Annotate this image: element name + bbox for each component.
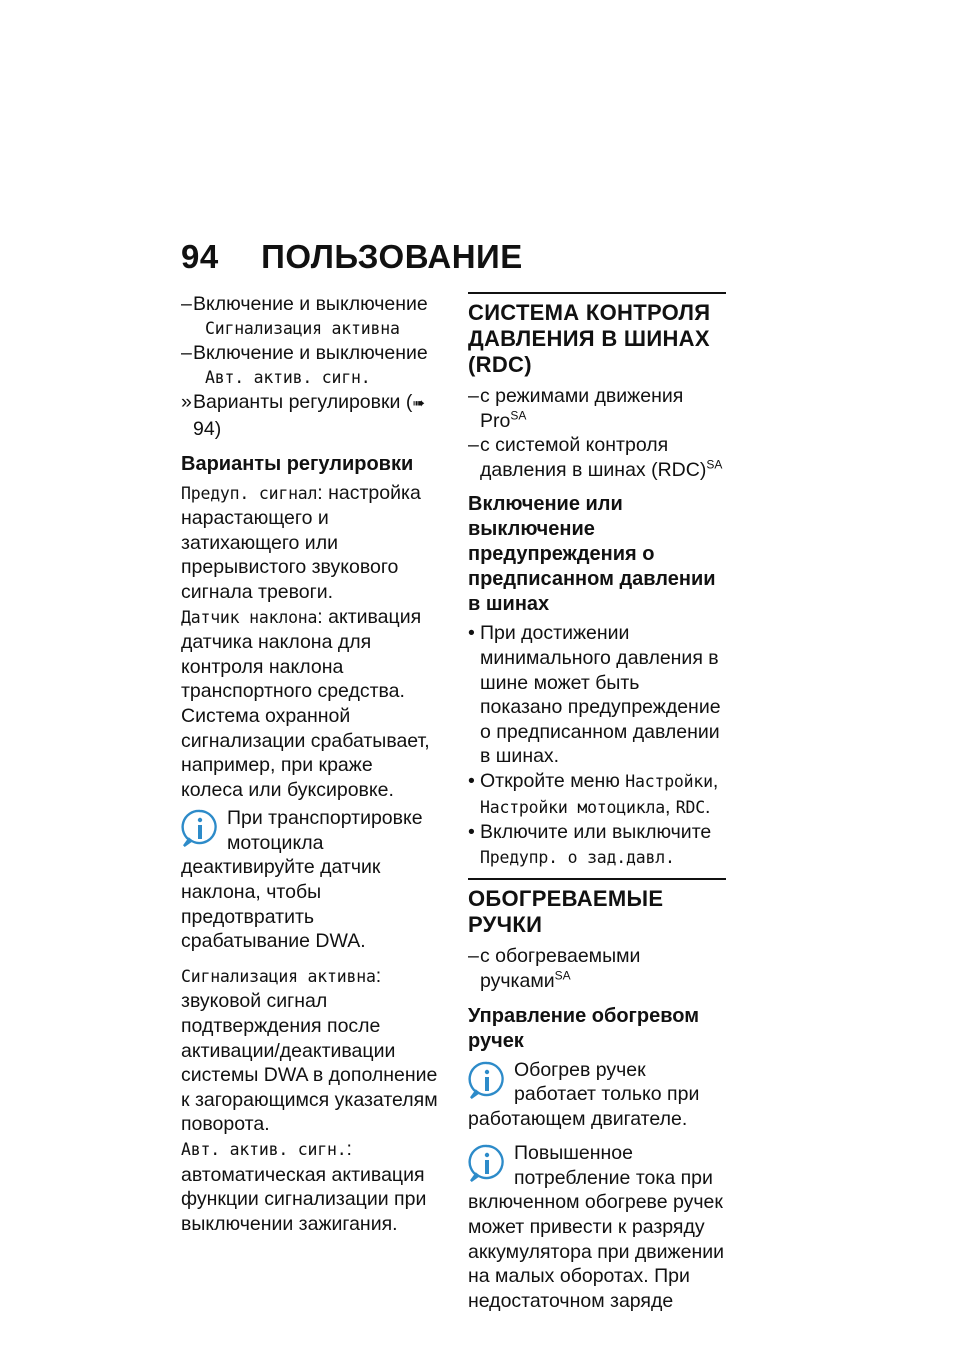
info-text: Обогрев ручек работает только при работающем двигателе. xyxy=(468,1058,700,1130)
option-marker: SA xyxy=(706,457,723,472)
info-icon xyxy=(181,808,219,848)
list-item xyxy=(181,292,439,341)
list-item xyxy=(468,433,726,482)
list-item xyxy=(468,820,726,870)
arrow-right-icon: ➠ xyxy=(412,395,425,413)
subheading-adjustment-options: Варианты регулировки xyxy=(181,452,414,475)
menu-value: Настройки мотоцикла xyxy=(480,797,665,817)
left-column xyxy=(181,292,439,1236)
list-item-text: Включение и выключение xyxy=(193,342,428,365)
paragraph-text: : настройка нарастающего и затихающего или прерывистого звукового сигнала тревоги. xyxy=(181,481,421,603)
list-item xyxy=(468,621,726,769)
info-text: Повышенное потребление тока при включенном обогреве ручек может привести к разряду аккумулятора при движении на малых оборотах. При недостаточном заряде xyxy=(468,1142,724,1312)
page-number: 94 xyxy=(181,238,219,275)
info-icon xyxy=(468,1143,506,1183)
cross-reference-text: Варианты регулировки xyxy=(193,391,401,414)
menu-value: Датчик наклона xyxy=(181,607,318,627)
paragraph xyxy=(181,964,439,1137)
menu-value: Авт. актив. сигн. xyxy=(205,367,371,387)
list-item: • Откройте меню Настройки, Настройки мотоцикла, RDC. xyxy=(468,769,726,820)
list-item-text: При достижении минимального давления в шине может быть показано предупреждение о предписанном давлении в шинах. xyxy=(480,622,721,768)
list-item xyxy=(181,341,439,390)
paragraph-text: : звуковой сигнал подтверждения после активации/деактивации системы DWA в дополнение к загорающимся указателям поворота. xyxy=(181,964,438,1136)
menu-value: Настройки xyxy=(625,771,713,791)
info-note xyxy=(468,1058,726,1132)
info-icon xyxy=(468,1060,506,1100)
list-item-text: с системой контроля давления в шинах (RDC) xyxy=(480,434,707,481)
right-column xyxy=(468,292,726,1323)
list-item xyxy=(468,944,726,993)
cross-reference-page: 94 xyxy=(193,417,215,440)
option-marker: SA xyxy=(510,408,527,423)
menu-value: Сигнализация активна xyxy=(205,318,400,338)
menu-value: RDC xyxy=(675,797,705,817)
menu-value: Предупр. о зад.давл. xyxy=(480,847,675,867)
list-item xyxy=(468,384,726,433)
subheading-heated-grips-control: Управление обогревом ручек xyxy=(468,1004,699,1052)
menu-value: Сигнализация активна xyxy=(181,966,376,986)
paragraph-text: : активация датчика наклона для контроля наклона транспортного средства. Система охранной сигнализации срабатывает, например, при краже колеса или буксировке. xyxy=(181,605,430,801)
paragraph xyxy=(181,1137,439,1236)
list-item-text: с режимами движения Pro xyxy=(480,385,684,432)
page-title: ПОЛЬЗОВАНИЕ xyxy=(261,238,523,275)
info-note xyxy=(181,806,439,954)
cross-reference: » Варианты регулировки (➠ 94) xyxy=(181,390,439,441)
list-item-text: с обогреваемыми ручками xyxy=(480,945,641,992)
paragraph-text: : автоматическая активация функции сигнализации при выключении зажигания. xyxy=(181,1138,427,1235)
subheading-pressure-warning: Включение или выключение предупреждения о предписанном давлении в шинах xyxy=(468,493,716,616)
menu-value: Авт. актив. сигн. xyxy=(181,1140,347,1159)
section-heading-rdc: СИСТЕМА КОНТРОЛЯ ДАВЛЕНИЯ В ШИНАХ (RDC) xyxy=(468,292,726,378)
page-header xyxy=(181,238,523,276)
info-text: При транспортировке мотоцикла деактивируйте датчик наклона, чтобы предотвратить срабатывание DWA. xyxy=(181,807,423,953)
list-item-text: Включение и выключение xyxy=(193,293,428,315)
list-item-text: Включите или выключите xyxy=(480,821,712,844)
paragraph xyxy=(181,481,439,605)
menu-value: Предуп. сигнал xyxy=(181,483,318,503)
paragraph xyxy=(181,605,439,803)
list-item-text: Откройте меню xyxy=(480,769,626,792)
option-marker: SA xyxy=(554,968,571,983)
info-note xyxy=(468,1141,726,1313)
section-heading-heated-grips: ОБОГРЕВАЕМЫЕ РУЧКИ xyxy=(468,878,726,938)
